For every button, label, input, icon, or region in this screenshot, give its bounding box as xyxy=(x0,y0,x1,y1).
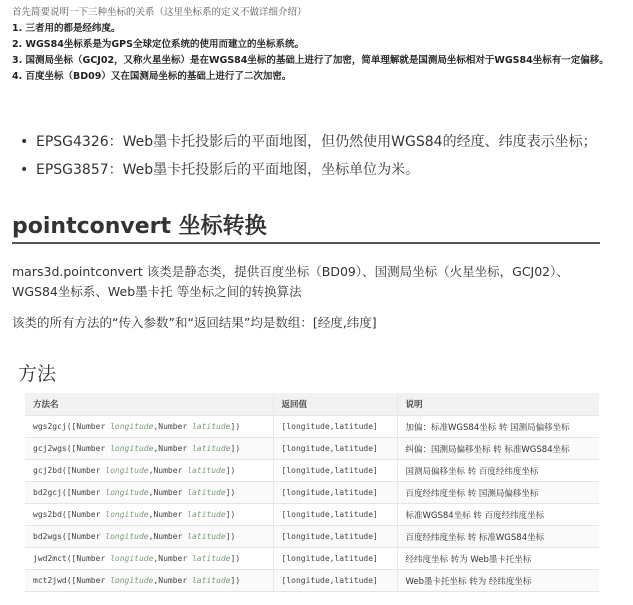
param-latitude: latitude xyxy=(187,466,226,475)
table-row xyxy=(25,482,599,504)
table-header-row xyxy=(25,393,599,416)
method-name[interactable]: wgs2gcj xyxy=(33,422,67,431)
method-description: Web墨卡托坐标 转为 经纬度坐标 xyxy=(397,570,599,592)
table-row xyxy=(25,526,599,548)
method-description: 加偏：标准WGS84坐标 转 国测局偏移坐标 xyxy=(397,416,599,438)
method-description: 标准WGS84坐标 转 百度经纬度坐标 xyxy=(397,504,599,526)
method-name[interactable]: gcj2wgs xyxy=(33,444,67,453)
method-description: 百度经纬度坐标 转 国测局偏移坐标 xyxy=(397,482,599,504)
method-name[interactable]: bd2wgs xyxy=(33,532,62,541)
header-method-name: 方法名 xyxy=(25,393,273,416)
section-title: pointconvert 坐标转换 xyxy=(12,214,267,239)
method-description: 经纬度坐标 转为 Web墨卡托坐标 xyxy=(397,548,599,570)
intro-item-2: 2. WGS84坐标系是为GPS全球定位系统的使用而建立的坐标系统。 xyxy=(12,39,304,50)
header-description: 说明 xyxy=(397,393,599,416)
methods-table-body xyxy=(25,416,599,592)
param-latitude: latitude xyxy=(191,554,231,563)
param-longitude: longitude xyxy=(105,488,149,497)
param-latitude: latitude xyxy=(191,444,231,453)
param-longitude: longitude xyxy=(105,510,149,519)
methods-title: 方法 xyxy=(18,363,57,385)
param-latitude: latitude xyxy=(191,422,231,431)
method-signature xyxy=(25,460,273,482)
method-description: 国测局偏移坐标 转 百度经纬度坐标 xyxy=(397,460,599,482)
intro-item-3: 3. 国测局坐标（GCJ02，又称火星坐标）是在WGS84坐标的基础上进行了加密，简单理解就是国测局坐标相对于WGS84坐标有一定偏移。 xyxy=(12,55,609,66)
param-latitude: latitude xyxy=(191,576,231,585)
table-row xyxy=(25,460,599,482)
syntax-sep: ,Number xyxy=(148,532,188,541)
method-name[interactable]: mct2jwd xyxy=(33,576,67,585)
syntax-close: ]) xyxy=(225,488,236,497)
method-description: 纠偏：国测局偏移坐标 转 标准WGS84坐标 xyxy=(397,438,599,460)
return-value: [longitude,latitude] xyxy=(273,416,397,438)
syntax-open: ([Number xyxy=(61,532,106,541)
syntax-sep: ,Number xyxy=(148,488,188,497)
syntax-open: ([Number xyxy=(66,576,111,585)
syntax-close: ]) xyxy=(230,444,241,453)
syntax-open: ([Number xyxy=(66,554,111,563)
table-row xyxy=(25,438,599,460)
methods-table xyxy=(25,393,599,592)
method-signature xyxy=(25,504,273,526)
syntax-sep: ,Number xyxy=(153,576,192,585)
intro-item-4: 4. 百度坐标（BD09）又在国测局坐标的基础上进行了二次加密。 xyxy=(12,71,292,82)
method-signature xyxy=(25,482,273,504)
return-value: [longitude,latitude] xyxy=(273,438,397,460)
syntax-open: ([Number xyxy=(66,444,111,453)
epsg-bullet-list xyxy=(20,128,597,184)
method-name[interactable]: gcj2bd xyxy=(33,466,62,475)
syntax-open: ([Number xyxy=(61,510,106,519)
table-row xyxy=(25,416,599,438)
return-value: [longitude,latitude] xyxy=(273,460,397,482)
syntax-sep: ,Number xyxy=(148,466,188,475)
method-signature xyxy=(25,416,273,438)
syntax-close: ]) xyxy=(225,510,236,519)
header-return-value: 返回值 xyxy=(273,393,397,416)
syntax-sep: ,Number xyxy=(153,422,192,431)
intro-block xyxy=(12,5,622,85)
param-longitude: longitude xyxy=(110,422,154,431)
return-value: [longitude,latitude] xyxy=(273,570,397,592)
method-signature xyxy=(25,548,273,570)
method-name[interactable]: jwd2mct xyxy=(33,554,67,563)
return-value: [longitude,latitude] xyxy=(273,548,397,570)
param-longitude: longitude xyxy=(105,466,149,475)
syntax-close: ]) xyxy=(230,422,241,431)
syntax-close: ]) xyxy=(230,554,241,563)
method-signature xyxy=(25,526,273,548)
class-description: mars3d.pointconvert 该类是静态类，提供百度坐标（BD09）、国测局坐标（火星坐标，GCJ02）、WGS84坐标系、Web墨卡托 等坐标之间的转换算法 xyxy=(12,264,569,299)
param-latitude: latitude xyxy=(187,488,226,497)
return-value: [longitude,latitude] xyxy=(273,482,397,504)
syntax-sep: ,Number xyxy=(153,444,192,453)
param-longitude: longitude xyxy=(105,532,149,541)
table-row xyxy=(25,570,599,592)
method-description: 百度经纬度坐标 转 标准WGS84坐标 xyxy=(397,526,599,548)
return-value: [longitude,latitude] xyxy=(273,504,397,526)
method-name[interactable]: bd2gcj xyxy=(33,488,62,497)
method-name[interactable]: wgs2bd xyxy=(33,510,62,519)
return-value: [longitude,latitude] xyxy=(273,526,397,548)
syntax-close: ]) xyxy=(225,532,236,541)
table-row xyxy=(25,548,599,570)
syntax-open: ([Number xyxy=(66,422,111,431)
param-longitude: longitude xyxy=(110,554,154,563)
param-longitude: longitude xyxy=(110,576,154,585)
params-note: 该类的所有方法的“传入参数”和“返回结果”均是数组：[经度,纬度] xyxy=(12,315,377,330)
method-signature xyxy=(25,438,273,460)
syntax-sep: ,Number xyxy=(148,510,188,519)
title-divider xyxy=(12,242,600,244)
table-row xyxy=(25,504,599,526)
bullet-epsg3857: • EPSG3857：Web墨卡托投影后的平面地图，坐标单位为米。 xyxy=(20,156,597,184)
param-latitude: latitude xyxy=(187,532,226,541)
intro-lead: 首先简要说明一下三种坐标的关系（这里坐标系的定义不做详细介绍） xyxy=(12,7,307,18)
param-longitude: longitude xyxy=(110,444,154,453)
method-signature xyxy=(25,570,273,592)
syntax-sep: ,Number xyxy=(153,554,192,563)
intro-item-1: 1. 三者用的都是经纬度。 xyxy=(12,23,121,34)
syntax-close: ]) xyxy=(230,576,241,585)
syntax-close: ]) xyxy=(225,466,236,475)
param-latitude: latitude xyxy=(187,510,226,519)
syntax-open: ([Number xyxy=(61,488,106,497)
bullet-epsg4326: • EPSG4326：Web墨卡托投影后的平面地图，但仍然使用WGS84的经度、纬度表示坐标； xyxy=(20,128,597,156)
syntax-open: ([Number xyxy=(61,466,106,475)
